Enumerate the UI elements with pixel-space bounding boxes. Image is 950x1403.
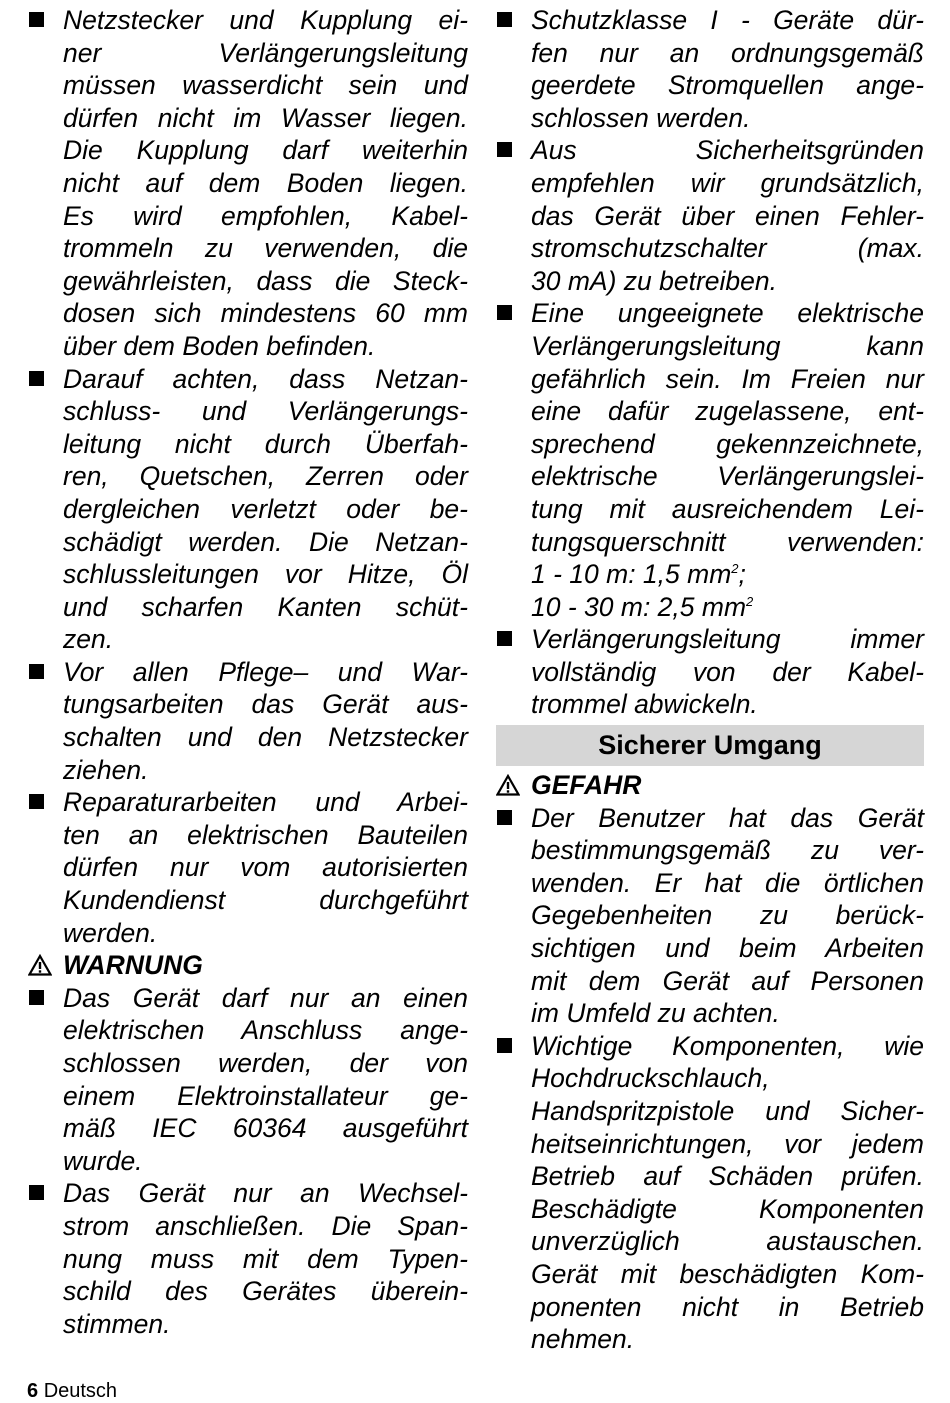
text-line: schädigt werden. Die Netzan-	[63, 526, 468, 557]
text-line: Schutzklasse I - Geräte dür-	[531, 5, 924, 35]
list-item	[28, 656, 468, 786]
section-heading: Sicherer Umgang	[496, 725, 924, 766]
list-item-text	[531, 802, 924, 1030]
text-line: empfehlen wir grundsätzlich,	[531, 167, 924, 198]
text-line: Netzstecker und Kupplung ei-	[63, 5, 468, 35]
text-line: stimmen.	[63, 1308, 171, 1339]
text-line: Kundendienst durchgeführt	[63, 885, 468, 916]
text-line: Betrieb auf Schäden prüfen.	[531, 1161, 924, 1192]
text-line: Beschädigte Komponenten	[531, 1193, 924, 1224]
list-item	[28, 982, 468, 1178]
square-bullet-icon	[497, 631, 512, 646]
square-bullet-icon	[29, 1185, 44, 1200]
list-item-text	[531, 297, 924, 623]
square-bullet-icon	[29, 794, 44, 809]
square-bullet-icon	[497, 1038, 512, 1053]
text-line: schlussleitungen vor Hitze, Öl	[63, 559, 468, 590]
page-number: 6	[27, 1380, 39, 1402]
text-line: wurde.	[63, 1145, 143, 1176]
footer-language: Deutsch	[43, 1380, 118, 1402]
text-line: Die Kupplung darf weiterhin	[63, 135, 468, 166]
text-line: gewährleisten, dass die Steck-	[63, 265, 468, 296]
text-line: dosen sich mindestens 60 mm	[63, 298, 468, 329]
text-line: dergleichen verletzt oder be-	[63, 493, 468, 524]
square-bullet-icon	[29, 371, 44, 386]
text-line: schlossen werden, der von	[63, 1048, 468, 1078]
list-item-text	[531, 134, 924, 297]
text-line: schluss- und Verlängerungs-	[63, 396, 468, 427]
text-line: über dem Boden befinden.	[63, 330, 376, 361]
text-line: Gerät mit beschädigten Kom-	[531, 1258, 924, 1289]
text-line: Es wird empfohlen, Kabel-	[63, 200, 468, 231]
text-line: sichtigen und beim Arbeiten	[531, 933, 924, 964]
text-line: sprechend gekennzeichnete,	[531, 428, 924, 459]
text-line: Der Benutzer hat das Gerät	[531, 802, 924, 833]
spec-line	[531, 591, 924, 624]
text-line: fen nur an ordnungsgemäß	[531, 37, 924, 68]
text-line: ziehen.	[63, 754, 149, 785]
list-item-text	[63, 363, 468, 656]
text-line: bestimmungsgemäß zu ver-	[531, 835, 924, 866]
text-line: tung mit ausreichendem Lei-	[531, 493, 924, 524]
text-line: trommel abwickeln.	[531, 689, 758, 720]
square-bullet-icon	[29, 12, 44, 27]
text-line: dürfen nicht im Wasser liegen.	[63, 102, 468, 133]
text-line: Reparaturarbeiten und Arbei-	[63, 787, 468, 818]
list-item	[496, 802, 924, 1030]
text-line: Darauf achten, dass Netzan-	[63, 363, 468, 394]
list-item-text	[63, 4, 468, 363]
text-line: geerdete Stromquellen ange-	[531, 70, 924, 101]
text-line: müssen wasserdicht sein und	[63, 70, 468, 101]
square-bullet-icon	[497, 810, 512, 825]
text-line: mäß IEC 60364 ausgeführt	[63, 1113, 468, 1144]
text-line: schlossen werden.	[531, 102, 751, 133]
list-item	[496, 134, 924, 297]
square-bullet-icon	[497, 142, 512, 157]
square-bullet-icon	[29, 990, 44, 1005]
text-line: schild des Gerätes überein-	[63, 1276, 468, 1307]
text-line: Verlängerungsleitung immer	[531, 624, 924, 655]
text-line: strom anschließen. Die Span-	[63, 1210, 468, 1241]
text-line: gefährlich sein. Im Freien nur	[531, 363, 924, 394]
warning-triangle-icon	[28, 954, 52, 976]
text-line: dürfen nur vom autorisierten	[63, 852, 468, 883]
spec-line	[531, 558, 924, 591]
text-line: Vor allen Pflege– und War-	[63, 656, 468, 687]
spec-end: ;	[738, 559, 746, 590]
text-line: ner Verlängerungsleitung	[63, 37, 468, 68]
spec-text: 1 - 10 m: 1,5 mm	[531, 559, 732, 590]
list-item-text	[63, 786, 468, 949]
danger-heading	[496, 769, 924, 802]
text-line: vollständig von der Kabel-	[531, 656, 924, 687]
text-line: zen.	[63, 624, 114, 655]
warning-label: WARNUNG	[63, 950, 203, 981]
list-item-text	[531, 623, 924, 721]
text-line: werden.	[63, 917, 158, 948]
list-item	[496, 623, 924, 721]
text-line: Gegebenheiten zu berück-	[531, 900, 924, 931]
list-item	[496, 297, 924, 623]
text-line: einem Elektroinstallateur ge-	[63, 1080, 468, 1111]
text-line: nehmen.	[531, 1324, 635, 1355]
text-line: stromschutzschalter (max.	[531, 233, 924, 264]
text-line: tungsarbeiten das Gerät aus-	[63, 689, 468, 720]
text-line: heitseinrichtungen, vor jedem	[531, 1128, 924, 1159]
text-line: ren, Quetschen, Zerren oder	[63, 461, 468, 492]
text-line: schalten und den Netzstecker	[63, 722, 468, 753]
text-line: eine dafür zugelassene, ent-	[531, 396, 924, 427]
text-line: Das Gerät nur an Wechsel-	[63, 1178, 468, 1209]
list-item	[28, 363, 468, 656]
text-line: leitung nicht durch Überfah-	[63, 428, 468, 459]
text-line: Aus Sicherheitsgründen	[531, 135, 924, 166]
text-line: mit dem Gerät auf Personen	[531, 965, 924, 996]
text-line: tungsquerschnitt verwenden:	[531, 526, 924, 557]
text-line: Wichtige Komponenten, wie	[531, 1030, 924, 1061]
text-line: im Umfeld zu achten.	[531, 998, 780, 1029]
text-line: ponenten nicht in Betrieb	[531, 1291, 924, 1322]
text-line: das Gerät über einen Fehler-	[531, 200, 924, 231]
list-item	[496, 1030, 924, 1356]
text-line: Eine ungeeignete elektrische	[531, 298, 924, 329]
spec-superscript: 2	[746, 593, 754, 609]
text-line: Das Gerät darf nur an einen	[63, 982, 468, 1013]
text-line: wenden. Er hat die örtlichen	[531, 867, 924, 898]
text-line: nung muss mit dem Typen-	[63, 1243, 468, 1274]
left-column	[28, 4, 468, 1340]
danger-label: GEFAHR	[531, 770, 642, 801]
list-item-text	[63, 1177, 468, 1340]
list-item	[28, 786, 468, 949]
square-bullet-icon	[29, 664, 44, 679]
text-line: Handspritzpistole und Sicher-	[531, 1096, 924, 1126]
text-line: elektrischen Anschluss ange-	[63, 1015, 468, 1046]
square-bullet-icon	[497, 12, 512, 27]
text-line: 30 mA) zu betreiben.	[531, 265, 777, 296]
text-line: Hochdruckschlauch,	[531, 1063, 770, 1094]
list-item-text	[63, 982, 468, 1178]
list-item-text	[531, 4, 924, 134]
square-bullet-icon	[497, 305, 512, 320]
page-footer	[27, 1379, 117, 1403]
right-column	[496, 4, 924, 1356]
text-line: elektrische Verlängerungslei-	[531, 461, 924, 492]
list-item-text	[63, 656, 468, 786]
warning-triangle-icon	[496, 774, 520, 796]
list-item	[28, 1177, 468, 1340]
text-line: trommeln zu verwenden, die	[63, 233, 468, 264]
text-line: und scharfen Kanten schüt-	[63, 591, 468, 622]
text-line: Verlängerungsleitung kann	[531, 330, 924, 361]
list-item-text	[531, 1030, 924, 1356]
text-line: ten an elektrischen Bauteilen	[63, 819, 468, 850]
list-item	[28, 4, 468, 363]
warning-heading	[28, 949, 468, 982]
spec-text: 10 - 30 m: 2,5 mm	[531, 591, 747, 622]
text-line: nicht auf dem Boden liegen.	[63, 167, 468, 198]
list-item	[496, 4, 924, 134]
spec-superscript: 2	[731, 561, 739, 577]
text-line: unverzüglich austauschen.	[531, 1226, 924, 1257]
